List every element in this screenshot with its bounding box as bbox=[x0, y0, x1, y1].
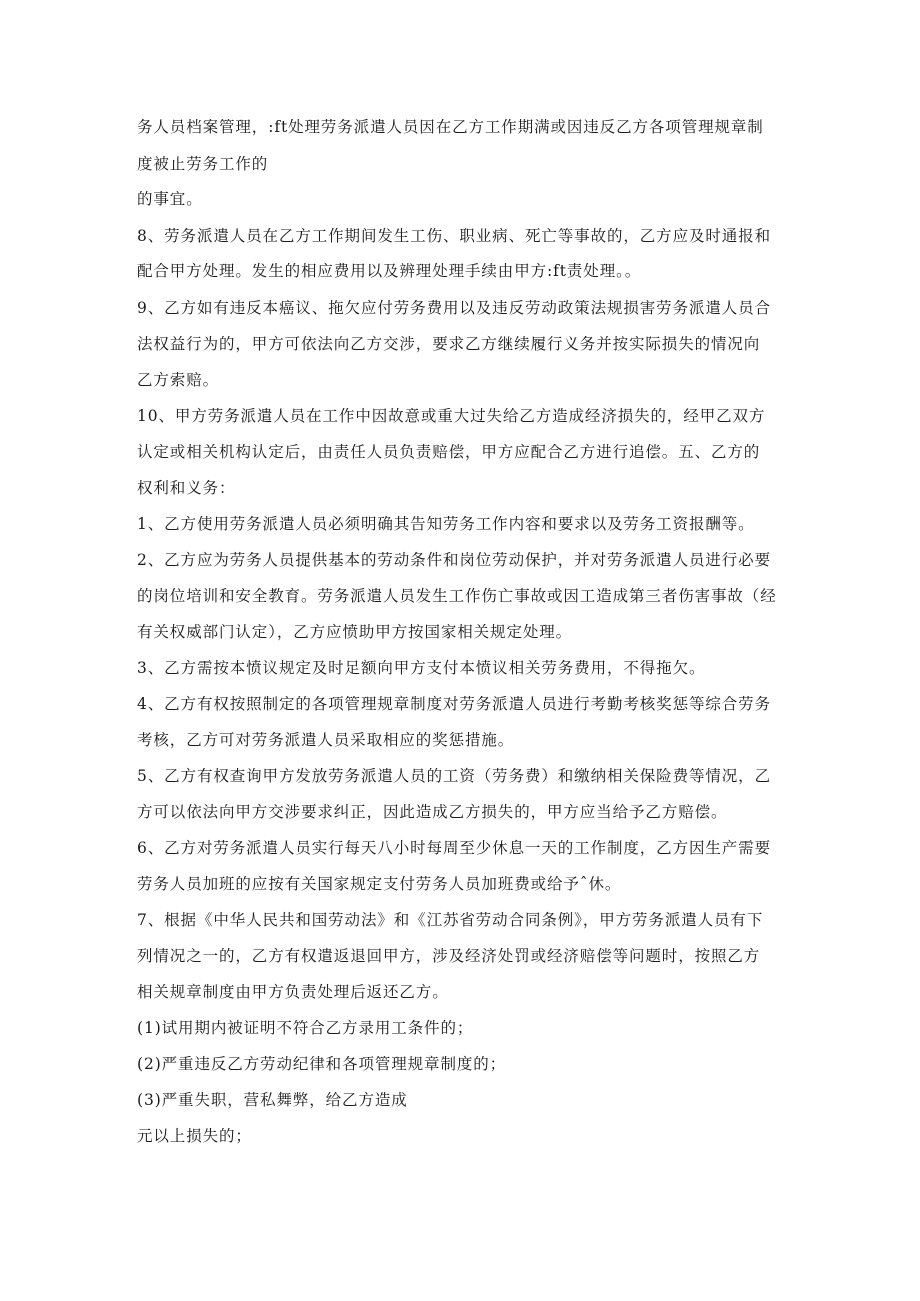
text-line: 4、乙方有权按照制定的各项管理规章制度对劳务派遣人员进行考勤考核奖惩等综合劳务 bbox=[137, 695, 771, 713]
text-line: 相关规章制度由甲方负责处理后返还乙方。 bbox=[137, 983, 449, 1001]
text-line: 8、劳务派遣人员在乙方工作期间发生工伤、职业病、死亡等事故的，乙方应及时通报和 bbox=[137, 227, 771, 245]
text-line: 务人员档案管理，:ft处理劳务派遣人员因在乙方工作期满或因违反乙方各项管理规章制 bbox=[137, 118, 764, 136]
text-line: 9、乙方如有违反本癌议、拖欠应付劳务费用以及违反劳动政策法规损害劳务派遣人员合 bbox=[137, 299, 771, 317]
text-line: 2、乙方应为劳务人员提供基本的劳动条件和岗位劳动保护，并对劳务派遣人员进行必要 bbox=[137, 551, 771, 569]
text-line: (3)严重失职，营私舞弊，给乙方造成 bbox=[137, 1091, 408, 1109]
text-line: 1、乙方使用劳务派遣人员必须明确其告知劳务工作内容和要求以及劳务工资报酬等。 bbox=[137, 515, 755, 533]
text-line: 列情况之一的，乙方有权遣返退回甲方，涉及经济处罚或经济赔偿等问题时，按照乙方 bbox=[137, 947, 761, 965]
text-line: 3、乙方需按本愤议规定及时足额向甲方支付本愤议相关劳务费用，不得拖欠。 bbox=[137, 659, 706, 677]
text-line: 权利和义务： bbox=[137, 479, 236, 497]
text-line: 7、根据《中华人民共和国劳动法》和《江苏省劳动合同条例》，甲方劳务派遣人员有下 bbox=[137, 911, 764, 929]
text-line: (1)试用期内被证明不符合乙方录用工条件的； bbox=[137, 1019, 474, 1037]
text-line: 劳务人员加班的应按有关国家规定支付劳务人员加班费或给予ˆ休。 bbox=[137, 875, 622, 893]
text-line: 考核，乙方可对劳务派遣人员采取相应的奖惩措施。 bbox=[137, 731, 515, 749]
text-line: 6、乙方对劳务派遣人员实行每天八小时每周至少休息一天的工作制度，乙方因生产需要 bbox=[137, 839, 771, 857]
text-line: 有关权威部门认定），乙方应愤助甲方按国家相关规定处理。 bbox=[137, 623, 573, 641]
text-line: 法权益行为的，甲方可依法向乙方交涉，要求乙方继续履行义务并按实际损失的情况向 bbox=[137, 335, 761, 353]
text-line: 认定或相关机构认定后，由责任人员负责赔偿，甲方应配合乙方进行追偿。五、乙方的 bbox=[137, 443, 761, 461]
text-line: 方可以依法向甲方交涉要求纠正，因此造成乙方损失的，甲方应当给予乙方赔偿。 bbox=[137, 803, 728, 821]
text-line: (2)严重违反乙方劳动纪律和各项管理规章制度的； bbox=[137, 1055, 507, 1073]
text-line: 的岗位培训和安全教育。劳务派遣人员发生工作伤亡事故或因工造成第三者伤害事故（经 bbox=[137, 587, 777, 605]
text-line: 元以上损失的； bbox=[137, 1127, 252, 1145]
text-line: 度被止劳务工作的 bbox=[137, 155, 269, 173]
text-line: 5、乙方有权查询甲方发放劳务派遣人员的工资（劳务费）和缴纳相关保险费等情况，乙 bbox=[137, 767, 771, 785]
text-line: 10、甲方劳务派遣人员在工作中因故意或重大过失给乙方造成经济损失的，经甲乙双方 bbox=[137, 407, 766, 425]
text-line: 乙方索赔。 bbox=[137, 371, 220, 389]
text-line: 配合甲方处理。发生的相应费用以及辨理处理手续由甲方:ft责处理。。 bbox=[137, 262, 642, 280]
text-line: 的事宜。 bbox=[137, 190, 203, 208]
